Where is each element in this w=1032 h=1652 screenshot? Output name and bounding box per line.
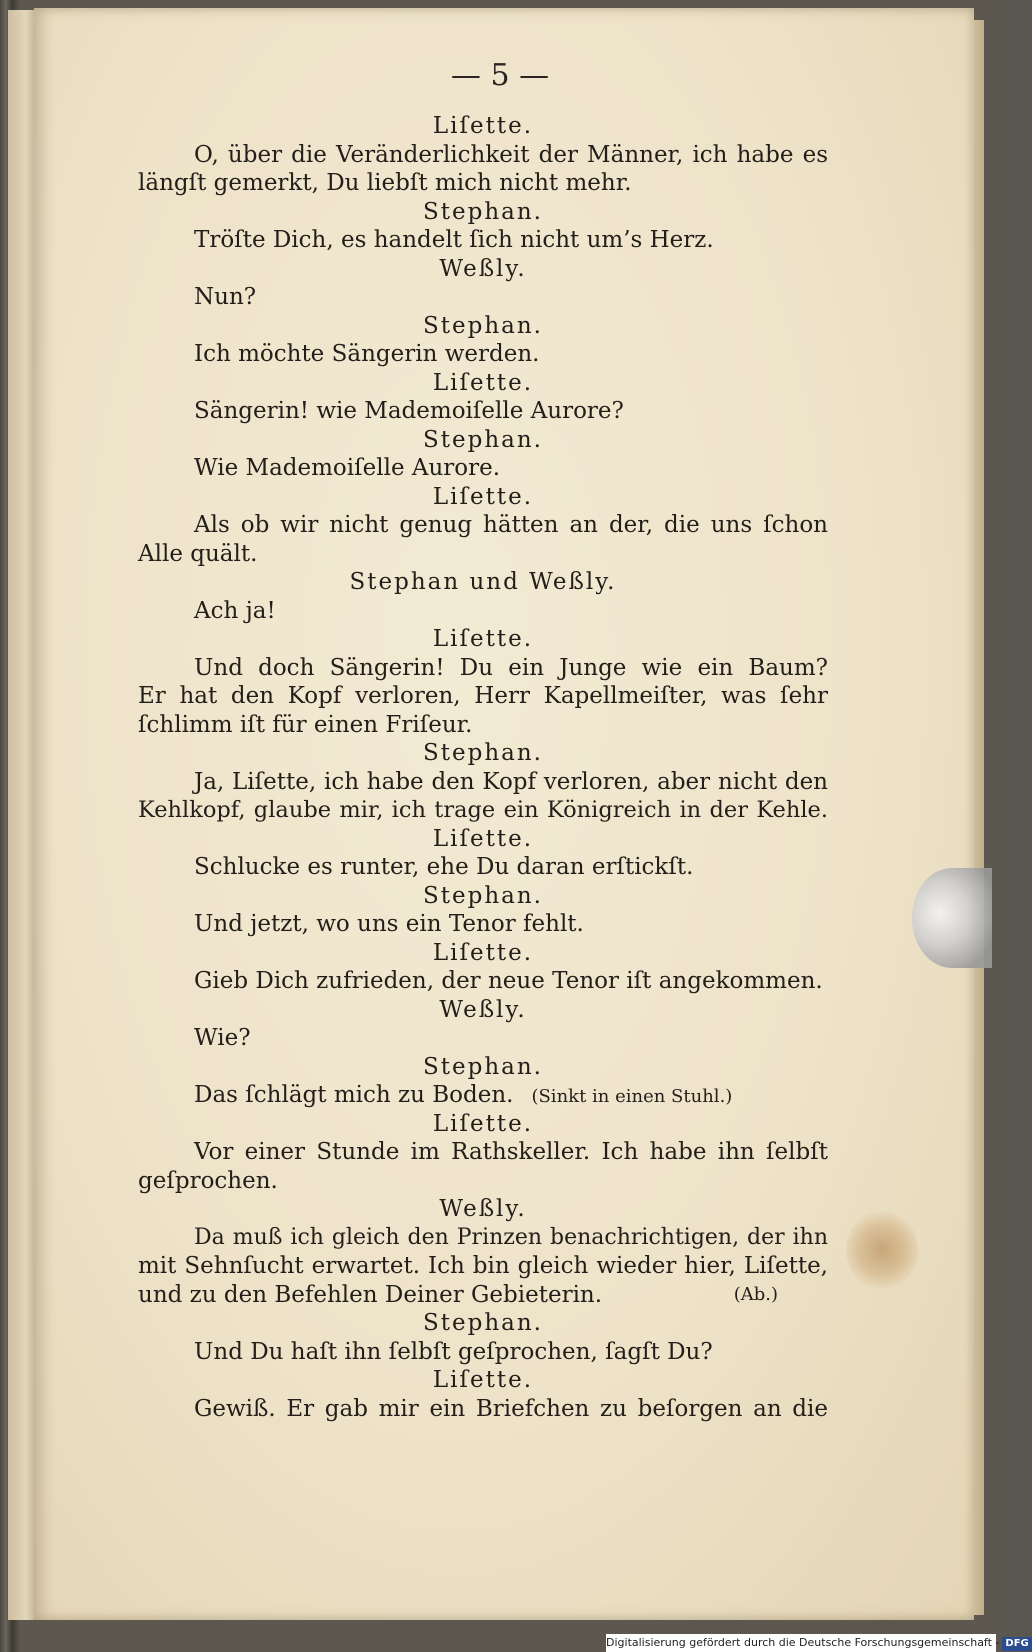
dialogue-line: Nun? [194, 284, 257, 310]
dialogue-line: Alle quält. [138, 540, 258, 567]
dialogue-line: Und Du haſt ihn ſelbſt geſprochen, ſagſt Du? [194, 1338, 713, 1365]
page-number: — 5 — [450, 58, 550, 93]
footer-text: Digitalisierung gefördert durch die Deutsche Forschungsgemeinschaft - [606, 1636, 1000, 1649]
stage-direction: (Sinkt in einen Stuhl.) [531, 1086, 733, 1107]
dialogue-line: geſprochen. [138, 1167, 278, 1194]
dialogue-line: Ach ja! [194, 597, 276, 624]
dialogue-line: Da muß ich gleich den Prinzen benachrichtigen, der ihn [194, 1224, 828, 1250]
dialogue-line: Ich möchte Sängerin werden. [194, 341, 540, 367]
dialogue-line: Und doch Sängerin! Du ein Junge wie ein Baum? [194, 654, 828, 681]
stage-direction: (Ab.) [733, 1283, 778, 1305]
dialogue-line: Ja, Liſette, ich habe den Kopf verloren, aber nicht den [194, 768, 828, 795]
speaker-name: Stephan. [423, 1310, 543, 1336]
dialogue-line [138, 1081, 828, 1110]
speaker-name: Liſette. [432, 825, 534, 852]
paper-stain [846, 1210, 918, 1290]
dialogue-line: Er hat den Kopf verloren, Herr Kapellmeiſter, was ſehr [138, 683, 828, 709]
dialogue-line: Wie Mademoiſelle Aurore. [194, 455, 501, 481]
speaker-name: Liſette. [432, 626, 534, 652]
speaker-name: Liſette. [432, 369, 534, 396]
dialogue-line: ſchlimm iſt für einen Friſeur. [138, 711, 473, 738]
speaker-name: Stephan. [423, 312, 543, 339]
page-clip [912, 868, 992, 968]
speaker-name: Stephan. [423, 740, 543, 766]
dialogue-line: Als ob wir nicht genug hätten an der, die uns ſchon [194, 512, 828, 538]
speaker-name: Liſette. [432, 483, 534, 510]
dialogue-line: Vor einer Stunde im Rathskeller. Ich habe ihn ſelbſt [194, 1139, 828, 1165]
dialogue-line: Und jetzt, wo uns ein Tenor fehlt. [194, 911, 584, 937]
line-text: und zu den Befehlen Deiner Gebieterin. [138, 1281, 603, 1308]
dialogue-line: Kehlkopf, glaube mir, ich trage ein Königreich in der Kehle. [138, 797, 828, 823]
speaker-name: Stephan. [423, 882, 543, 909]
speaker-name: Weßly. [439, 255, 527, 282]
speaker-name: Weßly. [439, 996, 527, 1023]
speaker-name: Liſette. [432, 113, 534, 139]
speaker-name: Weßly. [439, 1196, 527, 1222]
speaker-name: Liſette. [432, 1367, 534, 1393]
dialogue-line: Gieb Dich zufrieden, der neue Tenor iſt angekommen. [194, 968, 823, 994]
dialogue-line: mit Sehnſucht erwartet. Ich bin gleich wieder hier, Liſette, [138, 1253, 828, 1279]
digitization-footer [606, 1634, 1029, 1652]
dialogue-line: O, über die Veränderlichkeit der Männer, ich habe es [194, 141, 828, 168]
speaker-name: Liſette. [432, 939, 534, 966]
dialogue-line [138, 1281, 828, 1310]
dialogue-line: Schlucke es runter, ehe Du daran erſtickſt. [194, 854, 694, 880]
dialogue-line: Sängerin! wie Mademoiſelle Aurore? [194, 398, 624, 424]
dialogue-line: längſt gemerkt, Du liebſt mich nicht mehr. [138, 170, 632, 196]
speaker-name: Liſette. [432, 1110, 534, 1137]
dialogue-line: Tröſte Dich, es handelt ſich nicht um’s Herz. [194, 227, 714, 253]
text-block [138, 112, 828, 1423]
speaker-name: Stephan. [423, 1053, 543, 1080]
dfg-logo: DFG [1002, 1637, 1031, 1651]
speaker-name: Stephan. [423, 198, 543, 225]
speaker-name: Stephan. [423, 426, 543, 453]
speaker-name: Stephan und Weßly. [349, 569, 617, 595]
dialogue-line: Wie? [194, 1025, 251, 1051]
dialogue-line: Gewiß. Er gab mir ein Briefchen zu beſorgen an die [194, 1395, 828, 1422]
line-text: Das ſchlägt mich zu Boden. [194, 1082, 514, 1108]
